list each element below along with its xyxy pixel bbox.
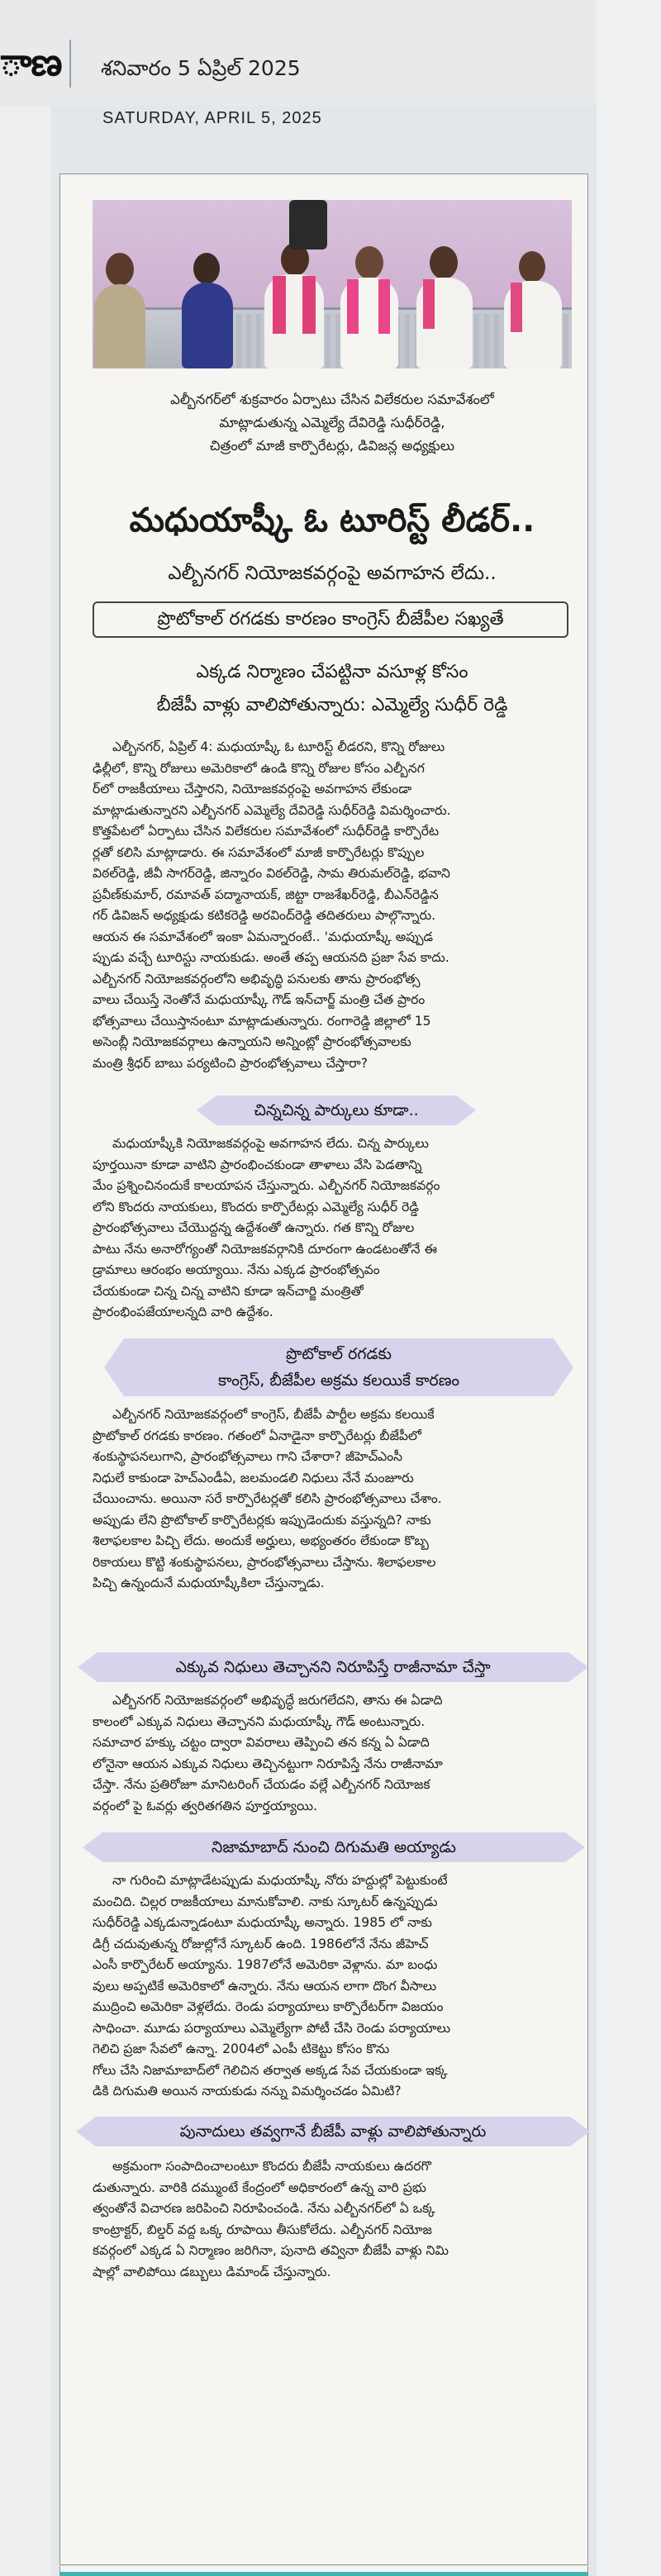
text-line: మేం ప్రశ్నించినందుకే కాలయాపన చేస్తున్నారు. ఎల్బీనగర్ నియోజకవర్గం (93, 1178, 440, 1193)
text-line: ఢిల్లీలో, కొన్ని రోజులు అమెరికాలో ఉండి కొన్ని రోజుల కోసం ఎల్బీనగ (93, 760, 425, 776)
paragraph-3 (93, 1404, 575, 1595)
photo-person-4 (340, 246, 398, 368)
paragraph-5 (93, 1870, 575, 2103)
right-margin-strip (597, 0, 661, 2576)
text-line: ఎల్బీనగర్ నియోజకవర్గంలోని అభివృద్ధి పనులకు తాను ప్రారంభోత్స (93, 971, 421, 986)
text-line: వులు అప్పటికే అమెరికాలో ఉన్నారు. నేను ఆయన లాగా దొంగ వీసాలు (93, 1978, 437, 1994)
text-line: మాట్లాడుతున్నారని ఎల్బీనగర్ ఎమ్మెల్యే దేవిరెడ్డి సుధీర్‌రెడ్డి విమర్శించారు. (93, 802, 451, 818)
text-line: ప్రారంభోత్సవాలు చేయొద్దన్న ఉద్దేశంతో ఉన్నారు. గత కొన్ని రోజుల (93, 1220, 415, 1235)
text-line: కాలంలో ఎక్కువ నిధులు తెచ్చానని మధుయాష్కీ గౌడ్ అంటున్నారు. (93, 1713, 426, 1729)
section-heading-line: ప్రొటోకాల్ రగడకు (285, 1345, 392, 1363)
text-line: ప్పుడు వచ్చే టూరిస్టు నాయకుడు. అంతే తప్ప ఆయనది ప్రజా సేవ కాదు. (93, 950, 449, 965)
text-line: డ్రామాలు ఆరంభం అయ్యాయి. నేను ఎక్కడ ప్రారంభోత్సవం (93, 1262, 380, 1277)
text-line: లోని కొందరు నాయకులు, కొందరు కార్పొరేటర్లు ఎమ్మెల్యే సుధీర్ రెడ్డి (93, 1199, 419, 1214)
text-line: ప్రొటోకాల్ రగడకు కారణం. గతంలో ఏనాడైనా కార్పొరేటర్లు బీజేపీలో (93, 1428, 421, 1443)
caption-line: ఎల్బీనగర్‌లో శుక్రవారం ఏర్పాటు చేసిన విలేకరుల సమావేశంలో (170, 392, 494, 407)
banner-right-point (565, 1832, 585, 1862)
banner-left-point (104, 1338, 124, 1396)
text-line: రికాయలు కొట్టి శంకుస్థాపనలు, ప్రారంభోత్సవాలు చేస్తాను. శిలాఫలకాల (93, 1554, 436, 1570)
text-line: త్వంతోనే విచారణ జరిపించి నిరూపించండి. నేను ఎల్బీనగర్‌లో ఏ ఒక్క (93, 2201, 435, 2216)
subheadline-2-boxed: ప్రొటోకాల్ రగడకు కారణం కాంగ్రెస్ బీజేపీల సఖ్యతే (93, 601, 568, 638)
subheadline-3 (83, 656, 582, 722)
text-line: శంకుస్థాపనలుగాని, ప్రారంభోత్సవాలు గాని చేశారా? జీహెచ్‌ఎంసీ (93, 1449, 403, 1464)
section-heading-protocol (124, 1338, 554, 1396)
caption-line: మాట్లాడుతున్న ఎమ్మెల్యే దేవిరెడ్డి సుధీర్‌రెడ్డి, (219, 415, 445, 430)
text-line: ముద్రించి అమెరికా వెళ్లలేదు. రెండు పర్యాయాలు కార్పొరేటర్‌గా విజయం (93, 1999, 444, 2014)
text-line: ప్రారంభింపజేయాలన్నది వారి ఉద్దేశం. (93, 1305, 273, 1319)
subheadline-1: ఎల్బీనగర్ నియోజకవర్గంపై అవగాహన లేదు.. (168, 563, 497, 584)
left-margin-strip (0, 106, 51, 2576)
subheadline-3-line: బీజేపీ వాళ్లు వాలిపోతున్నారు: ఎమ్మెల్యే సుధీర్ రెడ్డి (156, 695, 508, 715)
caption-line: చిత్రంలో మాజీ కార్పొరేటర్లు, డివిజన్ల అధ్యక్షులు (209, 438, 455, 454)
photo-person-1 (94, 250, 145, 368)
paragraph-2 (93, 1134, 575, 1324)
text-line: వాలు చేయిస్తే నెంతోనే మధుయాష్కీ గౌడ్ ఇన్‌చార్జ్ మంత్రి చేత ప్రారం (93, 992, 426, 1007)
text-line: మధుయాష్కీకి నియోజకవర్గంపై అవగాహన లేదు. చిన్న పార్కులు (112, 1136, 429, 1151)
text-line: మంత్రి శ్రీధర్ బాబు పర్యటించి ప్రారంభోత్సవాలు చేస్తారా? (93, 1055, 369, 1071)
paragraph-4 (93, 1690, 575, 1817)
text-line: అక్రమంగా సంపాదించాలంటూ కొందరు బీజేపీ నాయకులు ఉదరగొ (112, 2159, 431, 2174)
text-line: ప్రవీణ్‌కుమార్, రమావత్ పద్మానాయక్, జిట్టా రాజశేఖర్‌రెడ్డి, బీఎన్‌రెడ్డిన (93, 886, 439, 902)
photo-person-6 (504, 250, 562, 368)
banner-left-point (76, 2117, 96, 2146)
text-line: కాంట్రాక్టర్, బిల్డర్ వద్ద ఒక్క రూపాయి తీసుకోలేదు. ఎల్బీనగర్ నియోజ (93, 2222, 432, 2237)
text-line: చేయించాను. అయినా సరే కార్పొరేటర్లతో కలిసి ప్రారంభోత్సవాలు చేశాం. (93, 1491, 442, 1506)
text-line: నా గురించి మాట్లాడేటప్పుడు మధుయాష్కీ నోరు హద్దుల్లో పెట్టుకుంటే (112, 1873, 448, 1888)
text-line: సమాచార హక్కు చట్టం ద్వారా వివరాలు తెప్పించి తన కన్న ఏ ఏడాది (93, 1735, 430, 1750)
banner-left-point (78, 1652, 97, 1682)
photo-person-3 (264, 243, 324, 368)
section-heading-small-parks (216, 1096, 456, 1125)
text-line: పిచ్చి ఉన్నందునే మధుయాష్కీకిలా చేస్తున్నాడు. (93, 1576, 325, 1590)
text-line: చేస్తా. నేను ప్రతిరోజూ మానిటరింగ్ చేయడం వల్లే ఎల్బీనగర్ నియోజక (93, 1777, 430, 1792)
text-line: ర్‌లో రాజకీయాలు చేస్తారని, నియోజకవర్గంపై అవగాహన లేకుండా (93, 782, 412, 796)
text-line: విఠల్‌రెడ్డి, జీవీ సాగర్‌రెడ్డి, జిన్నారం విఠల్‌రెడ్డి, సామ తిరుమల్‌రెడ్డి, భవాని (93, 866, 450, 881)
text-line: ఎంసీ కార్పొరేటర్ అయ్యాను. 1987లోనే అమెరికా వెళ్లాను. మా బంధు (93, 1957, 438, 1972)
banner-right-point (456, 1096, 476, 1125)
text-line: ఆయన ఈ సమావేశంలో ఇంకా ఏమన్నారంటే.. 'మధుయాష్కీ అప్పుడ (93, 929, 434, 944)
banner-left-point (197, 1096, 216, 1125)
photo-caption (93, 388, 572, 458)
press-meet-photo (93, 200, 572, 368)
text-line: ర్లతో కలిసి మాట్లాడారు. ఈ సమావేశంలో మాజీ కార్పొరేటర్లు కొప్పుల (93, 844, 425, 860)
text-line: మంచిది. చిల్లర రాజకీయాలు మానుకోవాలి. నాకు స్కూటర్ ఉన్నప్పుడు (93, 1894, 438, 1909)
subheadline-3-line: ఎక్కడ నిర్మాణం చేపట్టినా వసూళ్ల కోసం (196, 662, 468, 682)
bottom-accent-line (59, 2572, 588, 2576)
text-line: కొత్తపేటలో ఏర్పాటు చేసిన విలేకరుల సమావేశంలో సుధీర్‌రెడ్డి కార్పొరేట (93, 824, 440, 839)
banner-right-point (570, 2117, 590, 2146)
date-english: SATURDAY, APRIL 5, 2025 (102, 109, 322, 127)
newspaper-header (0, 0, 597, 127)
photo-person-standing (289, 200, 327, 250)
section-heading-nizamabad (102, 1832, 565, 1862)
text-line: గెలిచి ప్రజా సేవలో ఉన్నా. 2004లో ఎంపీ టికెట్టు కోసం కొను (93, 2041, 390, 2056)
text-line: పాటు నేను అనారోగ్యంతో నియోజకవర్గానికి దూరంగా ఉండటంతోనే ఈ (93, 1241, 437, 1257)
text-line: భోత్సవాలు చేయిస్తానంటూ మాట్లాడుతున్నారు. రంగారెడ్డి జిల్లాలో 15 (93, 1013, 431, 1029)
section-heading-bjp-foundations (96, 2117, 570, 2146)
text-line: శిలాఫలకాల పిచ్చి లేదు. అందుకే అర్హులు, అభ్యంతరం లేకుండా కొబ్బ (93, 1533, 429, 1548)
text-line: కవర్గంలో ఎక్కడ ఏ నిర్మాణం జరిగినా, పునాది తవ్వినా బీజేపీ వాళ్లు నిమి (93, 2243, 449, 2258)
section-heading-text: చిన్నచిన్న పార్కులు కూడా.. (254, 1101, 419, 1119)
text-line: సాధించా. మూడు పర్యాయాలు ఎమ్మెల్యేగా పోటీ చేసి రెండు పర్యాయాలు (93, 2020, 451, 2036)
text-line: చేయకుండా చిన్న చిన్న వాటిని కూడా ఇన్‌చార్జి మంత్రితో (93, 1283, 364, 1299)
section-heading-text: ఎక్కువ నిధులు తెచ్చానని నిరూపిస్తే రాజీనామా చేస్తా (175, 1658, 491, 1676)
date-telugu: శనివారం 5 ఏప్రిల్ 2025 (101, 56, 301, 80)
text-line: పూర్తయినా కూడా వాటిని ప్రారంభించకుండా తాళాలు వేసి పెడతాన్ని (93, 1157, 422, 1172)
section-heading-resign-challenge (97, 1652, 568, 1682)
text-line: ఎల్బీనగర్, ఏప్రిల్ 4: మధుయాష్కీ ఓ టూరిస్ట్ లీడరని, కొన్ని రోజులు (112, 739, 445, 754)
paragraph-6 (93, 2156, 575, 2283)
masthead-fragment: ాణ (0, 40, 62, 84)
text-line: అప్పుడు లేని ప్రొటోకాల్ కార్పొరేటర్లకు ఇప్పుడెందుకు వస్తున్నది? నాకు (93, 1512, 431, 1528)
text-line: గర్ డివిజన్ అధ్యక్షుడు కటికరెడ్డి అరవింద్‌రెడ్డి తదితరులు పాల్గొన్నారు. (93, 908, 436, 923)
text-line: వర్గంలో పై ఓవర్లు త్వరితగతిన పూర్తయ్యాయి. (93, 1798, 318, 1813)
banner-right-point (568, 1652, 588, 1682)
main-headline: మధుయాష్కీ ఓ టూరిస్ట్ లీడర్.. (129, 501, 535, 539)
text-line: షాల్లో వాలిపోయి డబ్బులు డిమాండ్ చేస్తున్నారు. (93, 2264, 331, 2279)
text-line: సుధీర్‌రెడ్డి ఎక్కడున్నాడంటూ మధుయాష్కీ అన్నారు. 1985 లో నాకు (93, 1915, 432, 1930)
photo-person-5 (416, 246, 473, 368)
section-heading-text: పునాదులు తవ్వగానే బీజేపీ వాళ్లు వాలిపోతున్నారు (179, 2122, 487, 2141)
paragraph-1 (93, 737, 575, 1074)
text-line: అసెంబ్లీ నియోజకవర్గాలు ఉన్నాయని అన్నింట్లో ప్రారంభోత్సవాలకు (93, 1034, 411, 1049)
text-line: నిధులే కాకుండా హెచ్‌ఎండీఏ, జలమండలి నిధులు నేనే మంజూరు (93, 1470, 414, 1485)
banner-right-point (554, 1338, 573, 1396)
text-line: ఎల్బీనగర్ నియోజకవర్గంలో అభివృద్ధే జరుగలేదని, తాను ఈ ఏడాది (112, 1693, 443, 1708)
photo-person-2 (182, 250, 233, 368)
text-line: డికి దిగుమతి అయిన నాయకుడు నన్ను విమర్శించడం ఏమిటి? (93, 2084, 402, 2098)
header-divider (69, 40, 71, 88)
text-line: లోనైనా ఆయన ఎక్కువ నిధులు తెచ్చినట్టుగా నిరూపిస్తే నేను రాజీనామా (93, 1756, 443, 1771)
banner-left-point (83, 1832, 102, 1862)
text-line: ఎల్బీనగర్ నియోజకవర్గంలో కాంగ్రెస్, బీజేపీ పార్టీల అక్రమ కలయికే (112, 1407, 435, 1422)
section-heading-line: కాంగ్రెస్, బీజేపీల అక్రమ కలయికే కారణం (217, 1371, 460, 1390)
text-line: డుతున్నారు. వారికి దమ్ముంటే కేంద్రంలో అధికారంలో ఉన్న వారి ప్రభు (93, 2179, 426, 2195)
text-line: గోలు చేసి నిజామాబాద్‌లో గెలిచిన తర్వాత అక్కడ సేవ చేయకుండా ఇక్క (93, 2062, 448, 2078)
section-heading-text: నిజామాబాద్ నుంచి దిగుమతి అయ్యాడు (212, 1838, 456, 1856)
text-line: డిగ్రీ చదువుతున్న రోజుల్లోనే స్కూటర్ ఉంది. 1986లోనే నేను జీహెచ్ (93, 1936, 429, 1951)
